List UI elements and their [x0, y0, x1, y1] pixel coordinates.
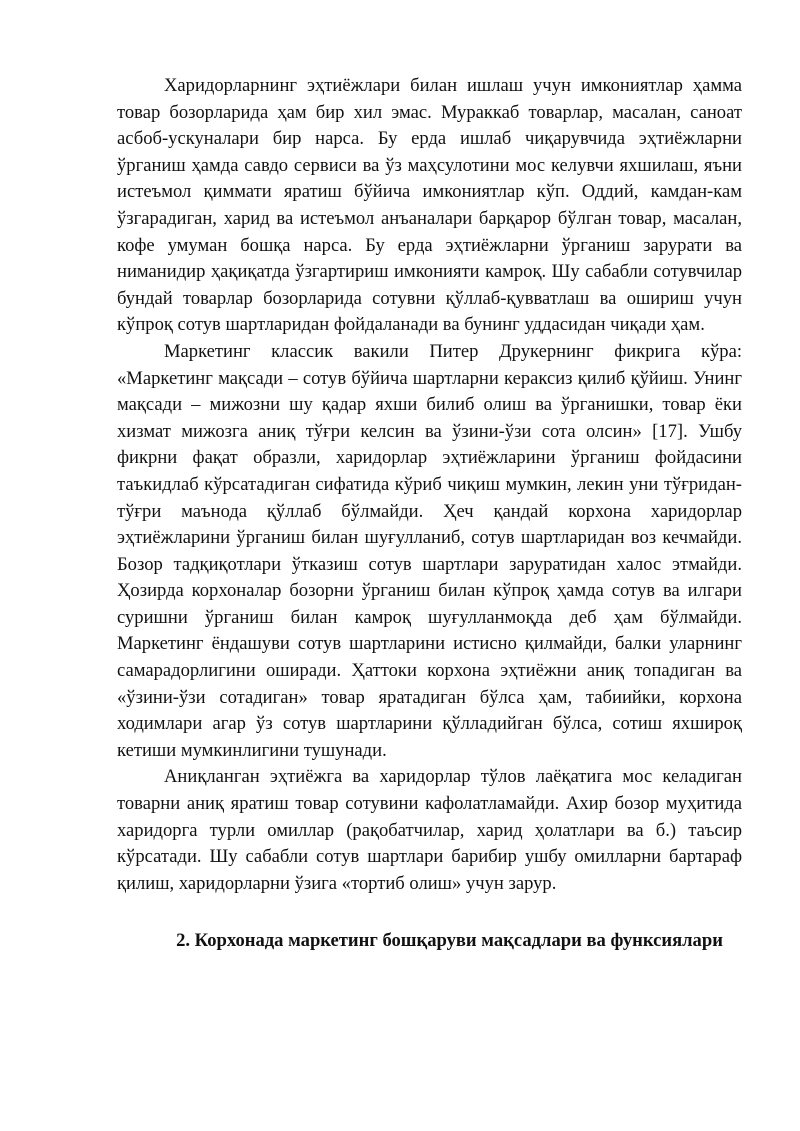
paragraph-3: Аниқланган эҳтиёжга ва харидорлар тўлов лаёқатига мос келадиган товарни аниқ яратиш товар сотувини кафолатламайди. Ахир бозор муҳитида харидорга турли омиллар (рақобатчилар, харид ҳолатлари ва б.) таъсир кўрсатади. Шу сабабли сотув шартлари барибир ушбу омилларни бартараф қилиш, харидорларни ўзига «тортиб олиш» учун зарур.	[117, 766, 742, 894]
paragraph-1: Харидорларнинг эҳтиёжлари билан ишлаш учун имкониятлар ҳамма товар бозорларида ҳам бир хил эмас. Мураккаб товарлар, масалан, саноат асбоб-ускуналари бир нарса. Бу ерда ишлаб чиқарувчида эҳтиёжларни ўрганиш ҳамда савдо сервиси ва ўз маҳсулотини мос келувчи яхшилаш, яъни истеъмол қиммати яратиш бўйича имкониятлар кўп. Оддий, камдан-кам ўзгарадиган, харид ва истеъмол анъаналари барқарор бўлган товар, масалан, кофе умуман бошқа нарса. Бу ерда эҳтиёжларни ўрганиш зарурати ва ниманидир ҳақиқатда ўзгартириш имконияти камроқ. Шу сабабли сотувчилар бундай товарлар бозорларида сотувни қўллаб-қувватлаш ва ошириш учун кўпроқ сотув шартларидан фойдаланади ва бунинг уддасидан чиқади ҳам.	[117, 75, 742, 336]
section-heading: 2. Корхонада маркетинг бошқаруви мақсадлари ва функсиялари	[176, 930, 723, 952]
paragraph-2: Маркетинг классик вакили Питер Друкернинг фикрига кўра: «Маркетинг мақсади – сотув бўйича шартларни кераксиз қилиб қўйиш. Унинг мақсади – мижозни шу қадар яхши билиб олиш ва ўрганишки, товар ёки хизмат мижозга аниқ тўғри келсин ва ўзини-ўзи сота олсин» [17]. Ушбу фикрни фақат образли, харидорлар эҳтиёжларини ўрганиш фойдасини таъкидлаб кўрсатадиган сифатида кўриб чиқиш мумкин, лекин уни тўғридан-тўғри маънода қўллаб бўлмайди. Ҳеч қандай корхона харидорлар эҳтиёжларини ўрганиш билан шуғулланиб, сотув шартларидан воз кечмайди. Бозор тадқиқотлари ўтказиш сотув шартлари заруратидан халос этмайди. Ҳозирда корхоналар бозорни ўрганиш билан кўпроқ ҳамда сотув ва илгари суришни ўрганиш билан камроқ шуғулланмоқда деб ҳам бўлмайди. Маркетинг ёндашуви сотув шартларини истисно қилмайди, балки уларнинг самарадорлигини оширади. Ҳаттоки корхона эҳтиёжни аниқ топадиган ва «ўзини-ўзи сотадиган» товар яратадиган бўлса ҳам, табиийки, корхона ходимлари агар ўз сотув шартларини қўлладийган бўлса, сотиш яхшироқ кетиши мумкинлигини тушунади.	[117, 340, 742, 761]
document-page	[117, 73, 742, 955]
